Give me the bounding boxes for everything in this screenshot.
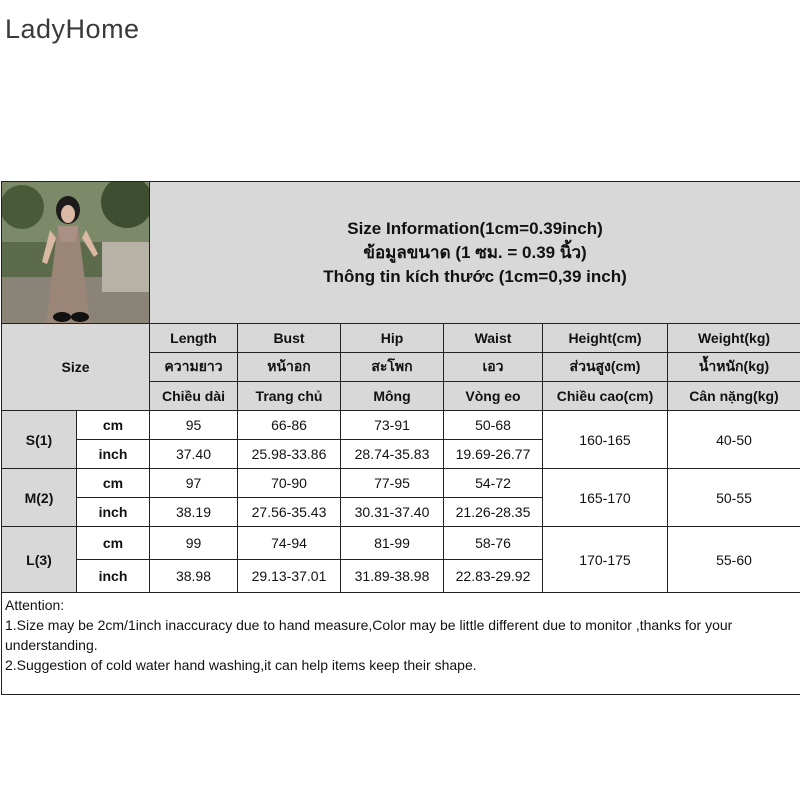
cell-height: 170-175 [543, 527, 668, 593]
cell-hip-cm: 81-99 [341, 527, 444, 560]
cell-hip-inch: 31.89-38.98 [341, 560, 444, 593]
unit-label: cm [77, 469, 150, 498]
cell-waist-inch: 19.69-26.77 [444, 440, 543, 469]
size-info-vietnamese: Thông tin kích thước (1cm=0,39 inch) [323, 266, 627, 286]
cell-bust-cm: 74-94 [238, 527, 341, 560]
cell-bust-cm: 66-86 [238, 411, 341, 440]
cell-waist-cm: 54-72 [444, 469, 543, 498]
size-name: M(2) [2, 469, 77, 527]
cell-length-inch: 38.98 [150, 560, 238, 593]
cell-height: 160-165 [543, 411, 668, 469]
col-header-hip-vi: Mông [341, 382, 444, 411]
cell-hip-inch: 28.74-35.83 [341, 440, 444, 469]
size-header: Size [2, 324, 150, 411]
cell-length-inch: 38.19 [150, 498, 238, 527]
unit-label: cm [77, 527, 150, 560]
col-header-waist-vi: Vòng eo [444, 382, 543, 411]
size-information-header [150, 182, 800, 324]
cell-hip-inch: 30.31-37.40 [341, 498, 444, 527]
size-chart [1, 181, 799, 693]
unit-label: inch [77, 560, 150, 593]
cell-weight: 55-60 [668, 527, 800, 593]
cell-length-cm: 95 [150, 411, 238, 440]
attention-note-2: 2.Suggestion of cold water hand washing,it can help items keep their shape. [5, 657, 477, 673]
size-name: L(3) [2, 527, 77, 593]
table-row [2, 469, 800, 498]
cell-bust-cm: 70-90 [238, 469, 341, 498]
cell-waist-inch: 22.83-29.92 [444, 560, 543, 593]
col-header-hip-en: Hip [341, 324, 444, 353]
col-header-length-th: ความยาว [150, 353, 238, 382]
cell-bust-inch: 27.56-35.43 [238, 498, 341, 527]
cell-bust-inch: 25.98-33.86 [238, 440, 341, 469]
col-header-bust-vi: Trang chủ [238, 382, 341, 411]
brand-logo: LadyHome [5, 14, 140, 44]
attention-note-1: 1.Size may be 2cm/1inch inaccuracy due to hand measure,Color may be little different due to monitor ,thanks for your understanding. [5, 617, 733, 653]
cell-length-cm: 97 [150, 469, 238, 498]
cell-hip-cm: 77-95 [341, 469, 444, 498]
cell-waist-inch: 21.26-28.35 [444, 498, 543, 527]
col-header-waist-en: Waist [444, 324, 543, 353]
unit-label: inch [77, 498, 150, 527]
cell-hip-cm: 73-91 [341, 411, 444, 440]
size-table [1, 181, 800, 695]
col-header-bust-th: หน้าอก [238, 353, 341, 382]
cell-weight: 40-50 [668, 411, 800, 469]
col-header-bust-en: Bust [238, 324, 341, 353]
col-header-length-vi: Chiều dài [150, 382, 238, 411]
col-header-height-th: ส่วนสูง(cm) [543, 353, 668, 382]
size-name: S(1) [2, 411, 77, 469]
col-header-length-en: Length [150, 324, 238, 353]
cell-length-cm: 99 [150, 527, 238, 560]
product-photo [2, 182, 150, 324]
col-header-weight-th: น้ำหนัก(kg) [668, 353, 800, 382]
col-header-weight-vi: Cân nặng(kg) [668, 382, 800, 411]
col-header-hip-th: สะโพก [341, 353, 444, 382]
col-header-height-en: Height(cm) [543, 324, 668, 353]
col-header-height-vi: Chiều cao(cm) [543, 382, 668, 411]
cell-length-inch: 37.40 [150, 440, 238, 469]
table-row [2, 411, 800, 440]
attention-notes [2, 593, 800, 695]
col-header-waist-th: เอว [444, 353, 543, 382]
cell-weight: 50-55 [668, 469, 800, 527]
table-row [2, 527, 800, 560]
unit-label: inch [77, 440, 150, 469]
unit-label: cm [77, 411, 150, 440]
cell-height: 165-170 [543, 469, 668, 527]
cell-bust-inch: 29.13-37.01 [238, 560, 341, 593]
product-photo-image [2, 182, 149, 323]
cell-waist-cm: 50-68 [444, 411, 543, 440]
attention-title: Attention: [5, 597, 65, 613]
size-info-english: Size Information(1cm=0.39inch) [347, 218, 603, 238]
cell-waist-cm: 58-76 [444, 527, 543, 560]
size-info-thai: ข้อมูลขนาด (1 ซม. = 0.39 นิ้ว) [363, 242, 587, 262]
col-header-weight-en: Weight(kg) [668, 324, 800, 353]
